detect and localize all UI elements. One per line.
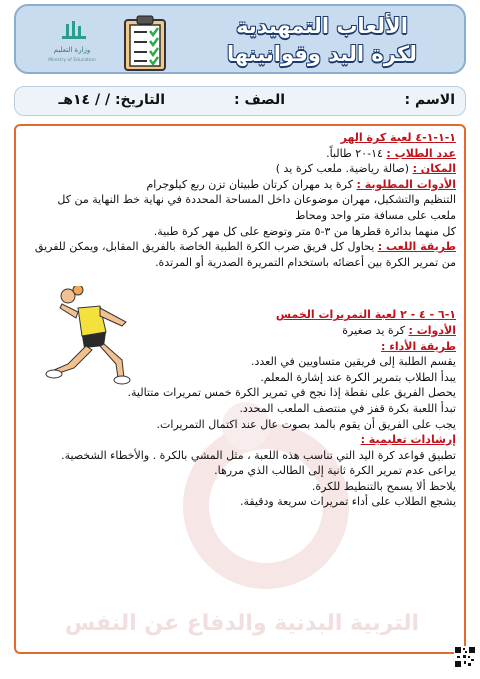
logo-subtext: Ministry of Education xyxy=(48,58,96,63)
worksheet-text xyxy=(20,130,456,510)
game1-method: طريقة اللعب : يحاول كل فريق ضرب الكرة الطبية الخاصة بالفريق المقابل، ويمكن للفريق xyxy=(34,240,456,254)
qr-code-icon xyxy=(454,646,476,668)
perf-item: يحصل الفريق على نقطة إذا نجح في تمرير الكرة خمس تمريرات متتالية. xyxy=(127,386,456,400)
title-line-2: لكرة اليد وقوانينها xyxy=(227,42,417,66)
game1-org-line3: كل منهما بدائرة قطرها من ٣-٥ متر وتوضع على كل مهر كرة طبية. xyxy=(153,224,456,238)
game1-tools: الأدوات المطلوبة : كرة يد مهران كرتان طبيتان تزن ربع كيلوجرام xyxy=(146,177,456,191)
checklist-clipboard-icon xyxy=(121,14,171,72)
guide-item: يلاحظ ألا يسمح بالتنطيط للكرة. xyxy=(311,479,456,493)
ministry-logo xyxy=(36,18,108,68)
title-line-1: الألعاب التمهيدية xyxy=(236,14,408,38)
guide-item: يراعى عدم تمرير الكرة ثانية إلى الطالب الذي مررها. xyxy=(214,464,456,478)
footer-watermark: التربية البدنية والدفاع عن النفس xyxy=(64,611,420,636)
logo-text: وزارة التعليم xyxy=(53,46,91,54)
page-title xyxy=(166,12,478,72)
game2-perf-label: طريقة الأداء : xyxy=(381,339,456,353)
game1-students: عدد الطلاب : ١٤-٢٠ طالباً. xyxy=(326,146,456,160)
name-label: الاسم : xyxy=(404,92,455,108)
content-box xyxy=(14,124,466,654)
game2-tools: الأدوات : كرة يد صغيرة xyxy=(342,323,456,337)
game1-org-line1: التنظيم والتشكيل، مهران موضوعان داخل المساحة المحددة في نهاية خط النهاية من كل xyxy=(57,193,456,207)
student-info-bar xyxy=(14,86,466,116)
game1-title: ١-١-١-٤ لعبة كرة الهر xyxy=(340,131,456,144)
game1-place: المكان : (صالة رياضية. ملعب كرة يد ) xyxy=(275,162,456,176)
game1-org-line2: ملعب على مسافة متر واحد ومحاط xyxy=(295,208,456,222)
perf-item: يبدأ الطلاب بتمرير الكرة عند إشارة المعلم. xyxy=(260,370,456,384)
guide-item: يشجع الطلاب على أداء تمريرات سريعة ودقيقة. xyxy=(239,495,456,509)
game1-method-line2: من تمرير الكرة بين أعضائه باستخدام التمريرة الصدرية أو المرتدة. xyxy=(155,255,456,269)
game2-guide-label: إرشادات تعليمية : xyxy=(360,433,456,447)
perf-item: تبدأ اللعبة بكرة قفز في منتصف الملعب المحدد. xyxy=(239,401,456,415)
header-banner xyxy=(14,4,466,74)
class-label: الصف : xyxy=(234,92,285,108)
date-label: التاريخ: / / ١٤هـ xyxy=(58,92,165,108)
perf-item: يجب على الفريق أن يقوم بالمد بصوت عال عند اكتمال التمريرات. xyxy=(156,417,456,431)
guide-item: تطبيق قواعد كرة اليد التي تناسب هذه اللعبة ، مثل المشي بالكرة . والأخطاء الشخصية. xyxy=(61,448,456,462)
perf-item: يقسم الطلبة إلى فريقين متساويين في العدد. xyxy=(250,355,456,369)
game2-title: ١-٦ - ٤ - ٢ لعبة التمريرات الخمس xyxy=(275,308,456,322)
